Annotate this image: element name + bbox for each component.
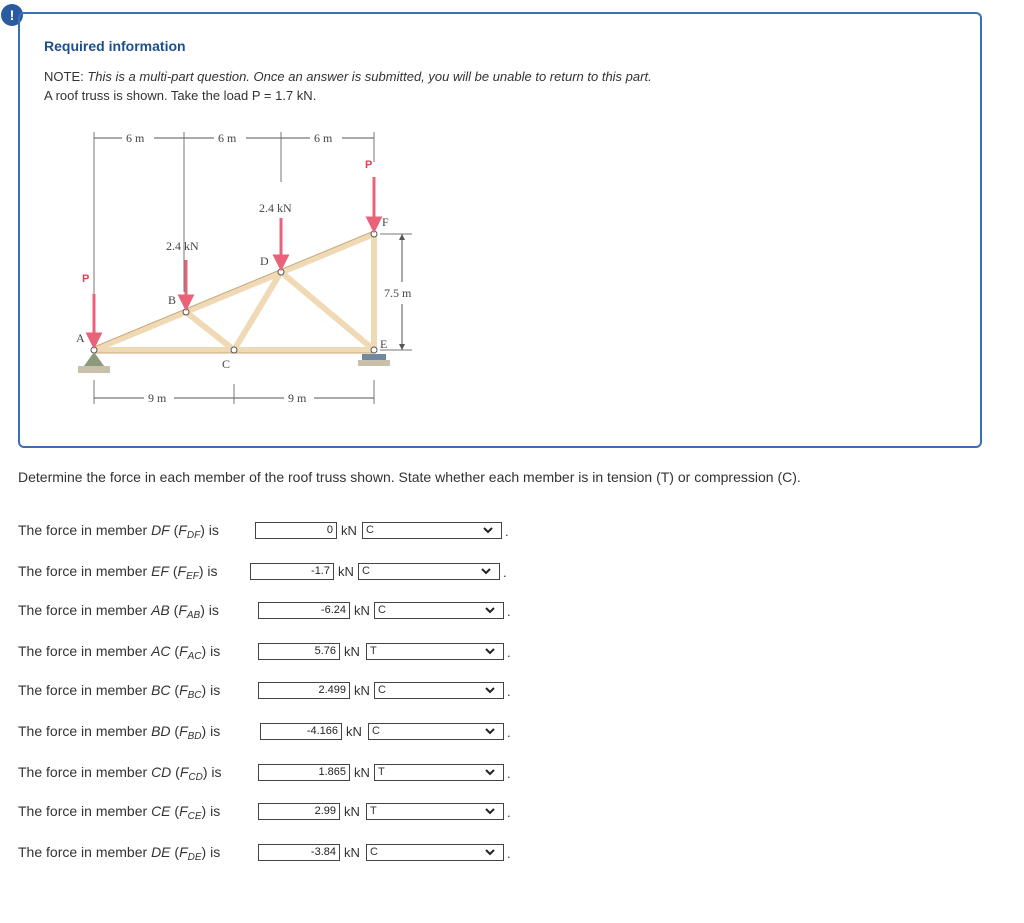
- force-input-CD[interactable]: 1.865: [258, 764, 350, 781]
- load-arrowhead-D: [275, 256, 287, 268]
- pin-support-A: [84, 352, 104, 366]
- state-select-DE[interactable]: C: [366, 844, 504, 861]
- unit-label: kN: [346, 724, 362, 739]
- info-title: Required information: [44, 38, 186, 54]
- unit-label: kN: [344, 644, 360, 659]
- bottom-span-1: 9 m: [148, 391, 167, 405]
- load-B-label: 2.4 kN: [166, 239, 199, 253]
- roller-support-E: [362, 354, 386, 360]
- force-input-BC[interactable]: 2.499: [258, 682, 350, 699]
- state-select-EF[interactable]: C: [358, 563, 500, 580]
- unit-label: kN: [344, 845, 360, 860]
- unit-label: kN: [338, 564, 354, 579]
- row-label: The force in member AC $(F_{AC})$ is: [18, 643, 221, 662]
- node-E-pin: [371, 347, 377, 353]
- question-text: Determine the force in each member of the roof truss shown. State whether each member is in tension (T) or compression (C).: [18, 469, 801, 485]
- answer-row-AC: [18, 641, 511, 663]
- period: .: [503, 565, 507, 580]
- force-input-AB[interactable]: -6.24: [258, 602, 350, 619]
- load-P-top-label: P: [365, 159, 373, 171]
- row-label: The force in member DF $(F_{DF})$ is: [18, 522, 219, 541]
- unit-label: kN: [344, 804, 360, 819]
- chevron-down-icon: [485, 806, 495, 816]
- state-select-BC[interactable]: C: [374, 682, 504, 699]
- answer-row-BC: [18, 680, 511, 702]
- load-arrowhead-B: [180, 296, 192, 308]
- row-label: The force in member BD $(F_{BD})$ is: [18, 723, 221, 742]
- state-select-CD[interactable]: T: [374, 764, 504, 781]
- period: .: [507, 684, 511, 699]
- row-label: The force in member DE $(F_{DE})$ is: [18, 844, 221, 863]
- force-input-CE[interactable]: 2.99: [258, 803, 340, 820]
- node-D-label: D: [260, 254, 269, 268]
- member-DE: [281, 272, 374, 350]
- answer-row-DF: [18, 520, 509, 542]
- period: .: [507, 645, 511, 660]
- unit-label: kN: [354, 765, 370, 780]
- note-line: [44, 69, 652, 84]
- load-arrowhead-P-left: [88, 334, 100, 346]
- answer-row-EF: [18, 561, 507, 583]
- answer-row-CD: [18, 762, 511, 784]
- ground-A: [78, 366, 110, 373]
- chevron-down-icon: [481, 566, 491, 576]
- chevron-down-icon: [485, 646, 495, 656]
- chevron-down-icon: [483, 525, 493, 535]
- node-A-label: A: [76, 331, 85, 345]
- row-label: The force in member EF $(F_{EF})$ is: [18, 563, 218, 582]
- state-select-BD[interactable]: C: [368, 723, 504, 740]
- state-select-CE[interactable]: T: [366, 803, 504, 820]
- note-text: This is a multi-part question. Once an answer is submitted, you will be unable to return to this part.: [87, 69, 652, 84]
- answer-row-CE: [18, 801, 511, 823]
- node-F-label: F: [382, 215, 389, 229]
- height-label: 7.5 m: [384, 286, 412, 300]
- top-spacing-2: 6 m: [218, 131, 237, 145]
- node-C-pin: [231, 347, 237, 353]
- answer-row-AB: [18, 600, 511, 622]
- chevron-down-icon: [485, 767, 495, 777]
- row-label: The force in member BC $(F_{BC})$ is: [18, 682, 221, 701]
- force-input-AC[interactable]: 5.76: [258, 643, 340, 660]
- state-select-AC[interactable]: T: [366, 643, 504, 660]
- load-arrowhead-P-top: [368, 218, 380, 230]
- ground-E: [358, 360, 390, 366]
- state-select-AB[interactable]: C: [374, 602, 504, 619]
- force-input-BD[interactable]: -4.166: [260, 723, 342, 740]
- row-label: The force in member AB $(F_{AB})$ is: [18, 602, 219, 621]
- bottom-span-2: 9 m: [288, 391, 307, 405]
- answer-row-BD: [18, 721, 511, 743]
- chevron-down-icon: [485, 847, 495, 857]
- load-D-label: 2.4 kN: [259, 201, 292, 215]
- answer-row-DE: [18, 842, 511, 864]
- chevron-down-icon: [485, 685, 495, 695]
- problem-description: A roof truss is shown. Take the load P = 1.7 kN.: [44, 88, 317, 103]
- period: .: [507, 604, 511, 619]
- state-select-DF[interactable]: C: [362, 522, 502, 539]
- alert-icon: !: [1, 4, 23, 26]
- force-input-EF[interactable]: -1.7: [250, 563, 334, 580]
- top-spacing-1: 6 m: [126, 131, 145, 145]
- unit-label: kN: [354, 683, 370, 698]
- row-label: The force in member CD $(F_{CD})$ is: [18, 764, 222, 783]
- force-input-DF[interactable]: 0: [255, 522, 337, 539]
- unit-label: kN: [341, 523, 357, 538]
- load-P-left-label: P: [82, 273, 90, 285]
- period: .: [507, 805, 511, 820]
- roof-truss-figure: [60, 122, 440, 412]
- period: .: [507, 846, 511, 861]
- node-B-label: B: [168, 293, 177, 307]
- period: .: [507, 766, 511, 781]
- force-input-DE[interactable]: -3.84: [258, 844, 340, 861]
- member-AF: [94, 234, 374, 350]
- chevron-down-icon: [485, 726, 495, 736]
- period: .: [505, 524, 509, 539]
- node-C-label: C: [222, 357, 231, 371]
- note-prefix: NOTE:: [44, 69, 84, 84]
- chevron-down-icon: [485, 605, 495, 615]
- node-E-label: E: [380, 337, 388, 351]
- top-spacing-3: 6 m: [314, 131, 333, 145]
- member-BC: [186, 312, 234, 350]
- period: .: [507, 725, 511, 740]
- row-label: The force in member CE $(F_{CE})$ is: [18, 803, 221, 822]
- unit-label: kN: [354, 603, 370, 618]
